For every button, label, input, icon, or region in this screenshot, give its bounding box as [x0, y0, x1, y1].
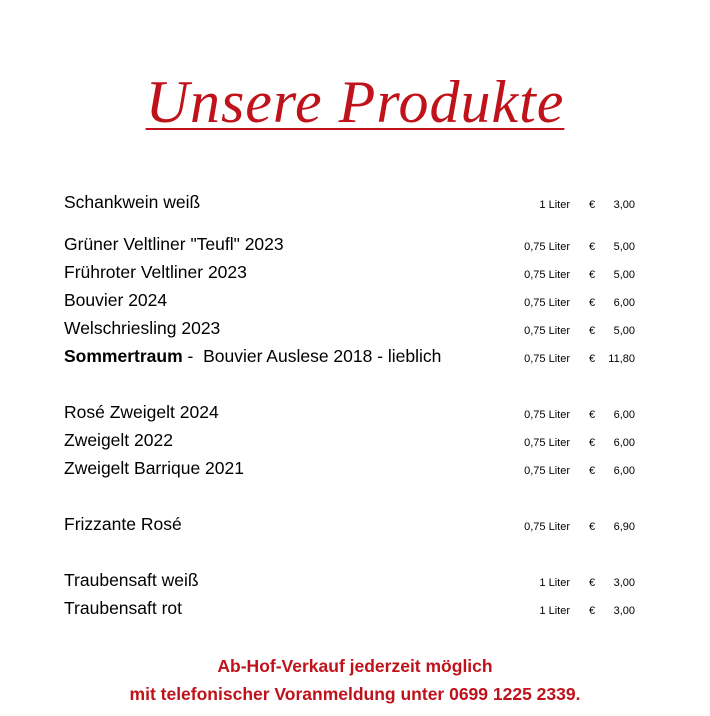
product-price: 3,00 — [613, 199, 635, 211]
product-volume: 1 Liter — [539, 577, 570, 589]
product-volume: 0,75 Liter — [524, 437, 570, 449]
product-name: Frühroter Veltliner 2023 — [64, 262, 247, 282]
currency-symbol: € — [589, 437, 596, 449]
product-row — [0, 315, 710, 341]
product-volume: 0,75 Liter — [524, 269, 570, 281]
product-row — [0, 287, 710, 313]
product-row — [0, 259, 710, 285]
product-volume: 0,75 Liter — [524, 325, 570, 337]
product-row — [0, 343, 710, 369]
product-row — [0, 189, 710, 215]
currency-symbol: € — [589, 577, 596, 589]
currency-symbol: € — [589, 297, 596, 309]
product-name-rest: - Bouvier Auslese 2018 - lieblich — [182, 346, 442, 366]
currency-symbol: € — [589, 325, 596, 337]
product-name: Traubensaft rot — [64, 598, 183, 618]
product-price: 6,00 — [613, 437, 635, 449]
product-name: Zweigelt Barrique 2021 — [64, 458, 244, 478]
product-volume: 1 Liter — [539, 605, 570, 617]
product-price: 3,00 — [613, 577, 635, 589]
product-row — [0, 427, 710, 453]
product-price: 11,80 — [608, 353, 635, 365]
product-volume: 1 Liter — [539, 199, 570, 211]
currency-symbol: € — [589, 465, 596, 477]
product-name: Traubensaft weiß — [64, 570, 199, 590]
product-price: 5,00 — [613, 241, 635, 253]
product-row — [0, 567, 710, 593]
product-name: Schankwein weiß — [64, 192, 201, 212]
currency-symbol: € — [589, 269, 596, 281]
product-name: Bouvier 2024 — [64, 290, 168, 310]
product-row — [0, 399, 710, 425]
page-title: Unsere Produkte — [145, 69, 565, 135]
product-name: Frizzante Rosé — [64, 514, 182, 534]
product-price: 3,00 — [613, 605, 635, 617]
product-name — [64, 343, 441, 369]
product-row — [0, 511, 710, 537]
product-name-bold: Sommertraum — [64, 346, 183, 366]
product-volume: 0,75 Liter — [524, 297, 570, 309]
currency-symbol: € — [589, 241, 596, 253]
currency-symbol: € — [589, 199, 596, 211]
product-name: Grüner Veltliner "Teufl" 2023 — [64, 234, 284, 254]
product-name: Zweigelt 2022 — [64, 430, 173, 450]
product-row — [0, 595, 710, 621]
product-volume: 0,75 Liter — [524, 465, 570, 477]
product-price: 6,00 — [613, 465, 635, 477]
product-name: Welschriesling 2023 — [64, 318, 221, 338]
product-volume: 0,75 Liter — [524, 521, 570, 533]
product-row — [0, 231, 710, 257]
product-volume: 0,75 Liter — [524, 409, 570, 421]
product-name: Rosé Zweigelt 2024 — [64, 402, 219, 422]
currency-symbol: € — [589, 409, 596, 421]
product-price: 5,00 — [613, 325, 635, 337]
product-row — [0, 455, 710, 481]
product-price: 6,00 — [613, 297, 635, 309]
currency-symbol: € — [589, 605, 596, 617]
product-price: 5,00 — [613, 269, 635, 281]
product-volume: 0,75 Liter — [524, 353, 570, 365]
footer-note-line1: Ab-Hof-Verkauf jederzeit möglich — [217, 656, 493, 676]
product-price: 6,00 — [613, 409, 635, 421]
currency-symbol: € — [589, 353, 596, 365]
product-price: 6,90 — [613, 521, 635, 533]
product-volume: 0,75 Liter — [524, 241, 570, 253]
currency-symbol: € — [589, 521, 596, 533]
footer-note-line2: mit telefonischer Voranmeldung unter 0699 1225 2339. — [129, 684, 581, 704]
